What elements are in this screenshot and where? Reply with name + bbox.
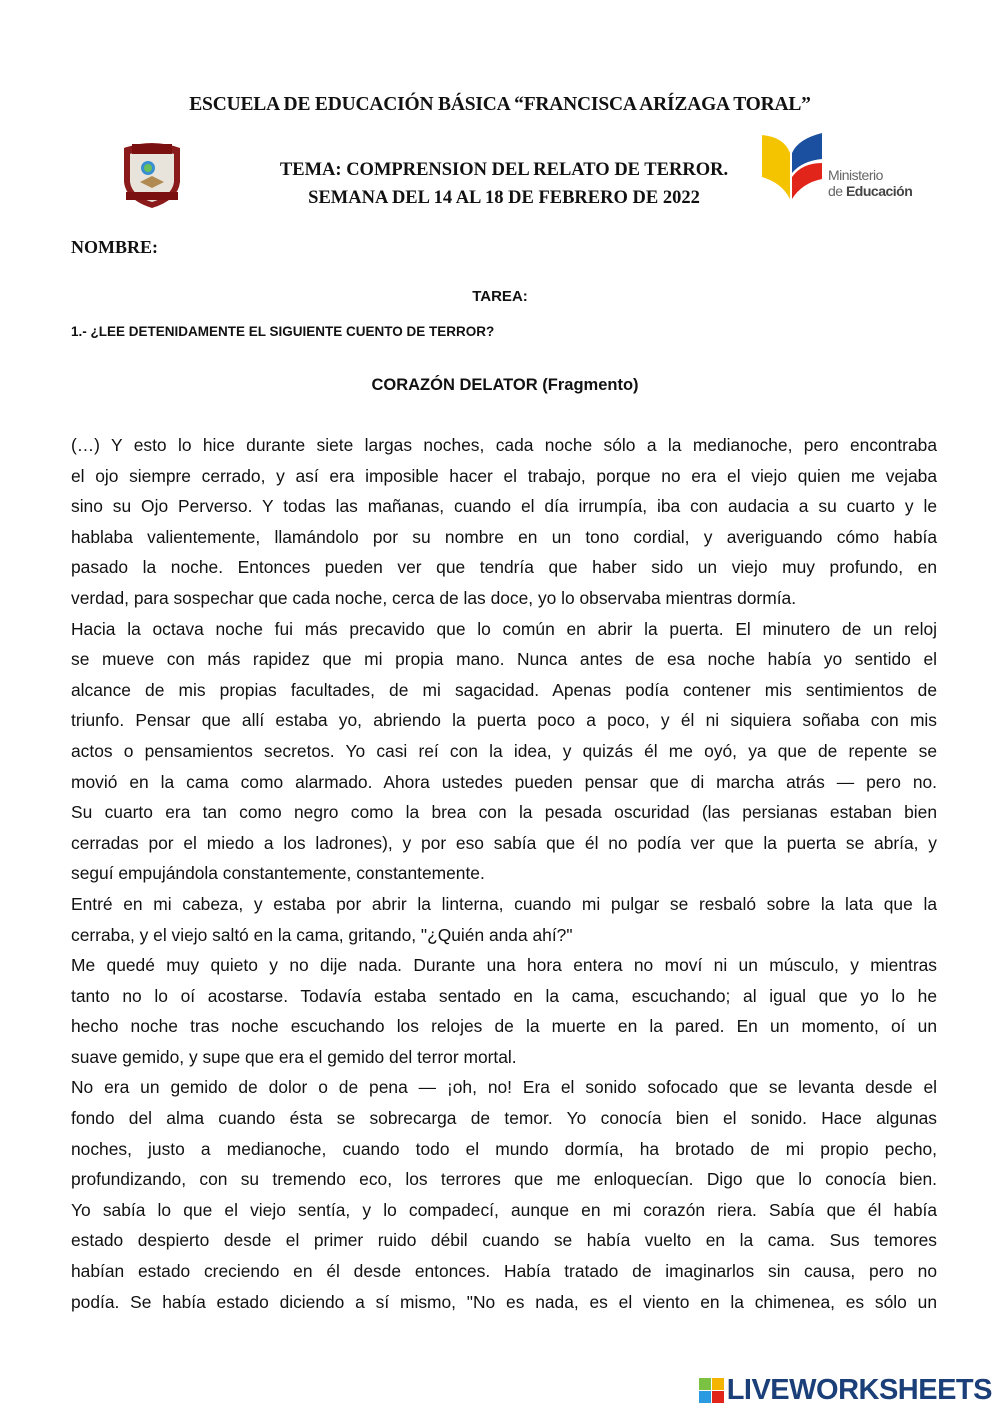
text-line: hecho noche tras noche escuchando los relojes de la muerte en la pared. En un momento, oí un: [71, 1016, 937, 1037]
text-line: el ojo siempre cerrado, y así era imposible hacer el trabajo, porque no era el viejo quien me vejaba: [71, 465, 937, 486]
paragraph: [71, 1072, 937, 1317]
text-line: verdad, para sospechar que cada noche, cerca de las doce, yo lo observaba mientras dormía.: [71, 587, 797, 608]
text-line: Yo sabía lo que el viejo sentía, y lo compadecí, aunque en mi corazón riera. Sabía que él había: [71, 1199, 937, 1220]
text-line: movió en la cama como alarmado. Ahora ustedes pueden pensar que di marcha atrás — pero no.: [71, 771, 937, 792]
week-dates: SEMANA DEL 14 AL 18 DE FEBRERO DE 2022: [308, 188, 700, 208]
text-line: Me quedé muy quieto y no dije nada. Durante una hora entera no moví ni un músculo, y mientras: [71, 955, 937, 976]
text-line: noches, justo a medianoche, cuando todo el mundo dormía, ha brotado de mi propio pecho,: [71, 1138, 937, 1159]
text-line: cerraba, y el viejo saltó en la cama, gritando, "¿Quién anda ahí?": [71, 924, 573, 945]
text-line: hablaba valientemente, llamándolo por su nombre en un tono cordial, y averiguando cómo había: [71, 526, 937, 547]
ministerio-line1: Ministerio: [828, 167, 883, 183]
text-line: tanto no lo oí acostarse. Todavía estaba sentado en la cama, escuchando; al igual que yo lo he: [71, 985, 937, 1006]
paragraph: [71, 430, 937, 614]
text-line: actos o pensamientos secretos. Yo casi reí con la idea, y quizás él me oyó, ya que de repente se: [71, 740, 937, 761]
liveworksheets-brand: LIVEWORKSHEETS: [726, 1374, 992, 1406]
text-line: se mueve con más rapidez que mi propia mano. Nunca antes de esa noche había yo sentido el: [71, 649, 937, 670]
text-line: fondo del alma cuando ésta se sobrecarga de temor. Yo conocía bien el sonido. Hace algunas: [71, 1108, 937, 1129]
school-crest-logo: [118, 138, 186, 210]
school-name: ESCUELA DE EDUCACIÓN BÁSICA “FRANCISCA ARÍZAGA TORAL”: [189, 94, 811, 115]
text-line: (…) Y esto lo hice durante siete largas noches, cada noche sólo a la medianoche, pero encontraba: [71, 435, 937, 455]
story-text: [71, 430, 937, 1317]
nombre-label: NOMBRE:: [71, 237, 158, 257]
ministerio-logo: [762, 133, 912, 201]
text-line: triunfo. Pensar que allí estaba yo, abriendo la puerta poco a poco, y él ni siquiera soñaba con mis: [71, 710, 937, 731]
story-title: CORAZÓN DELATOR (Fragmento): [371, 376, 639, 394]
text-line: sino su Ojo Perverso. Y todas las mañanas, cuando el día irrumpía, iba con audacia a su cuarto y le: [71, 496, 937, 517]
text-line: pasado la noche. Entonces pueden ver que tendría que haber sido un viejo muy profundo, en: [71, 557, 937, 578]
text-line: podía. Se había estado diciendo a sí mismo, "No es nada, es el viento en la chimenea, es sólo un: [71, 1291, 937, 1312]
paragraph: [71, 614, 937, 889]
liveworksheets-logo: [699, 1374, 992, 1407]
text-line: No era un gemido de dolor o de pena — ¡oh, no! Era el sonido sofocado que se levanta desde el: [71, 1077, 937, 1098]
text-line: habían estado creciendo en él desde entonces. Había tratado de imaginarlos sin causa, pero no: [71, 1261, 937, 1282]
text-line: Hacia la octava noche fui más precavido que lo común en abrir la puerta. El minutero de un reloj: [71, 618, 937, 639]
tarea-label: TAREA:: [472, 288, 528, 305]
text-line: estado despierto desde el primer ruido débil cuando se había vuelto en la cama. Sus temores: [71, 1230, 937, 1251]
ministerio-educacion: Educación: [845, 183, 913, 199]
question-1: 1.- ¿LEE DETENIDAMENTE EL SIGUIENTE CUENTO DE TERROR?: [71, 324, 495, 339]
text-line: alcance de mis propias facultades, de mi sagacidad. Apenas podía contener mis sentimientos de: [71, 679, 937, 700]
ministerio-emblem-icon: [762, 133, 824, 201]
text-line: cerradas por el miedo a los ladrones), y por eso sabía que él no podía ver que la puerta se abría, y: [71, 832, 937, 853]
text-line: suave gemido, y supe que era el gemido del terror mortal.: [71, 1046, 517, 1067]
paragraph: [71, 889, 937, 950]
topic-title: TEMA: COMPRENSION DEL RELATO DE TERROR.: [279, 160, 729, 180]
paragraph: [71, 950, 937, 1072]
text-line: Entré en mi cabeza, y estaba por abrir la linterna, cuando mi pulgar se resbaló sobre la lata que la: [71, 893, 937, 914]
text-line: profundizando, con su tremendo eco, los terrores que me enloquecían. Digo que lo conocía bien.: [71, 1169, 937, 1190]
text-line: seguí empujándola constantemente, constantemente.: [71, 863, 485, 884]
live-blocks-icon: [699, 1378, 725, 1404]
topic-block: [200, 156, 808, 212]
text-line: Su cuarto era tan como negro como la brea con la pesada oscuridad (las persianas estaban bien: [71, 802, 937, 823]
ministerio-de: de: [828, 183, 846, 199]
